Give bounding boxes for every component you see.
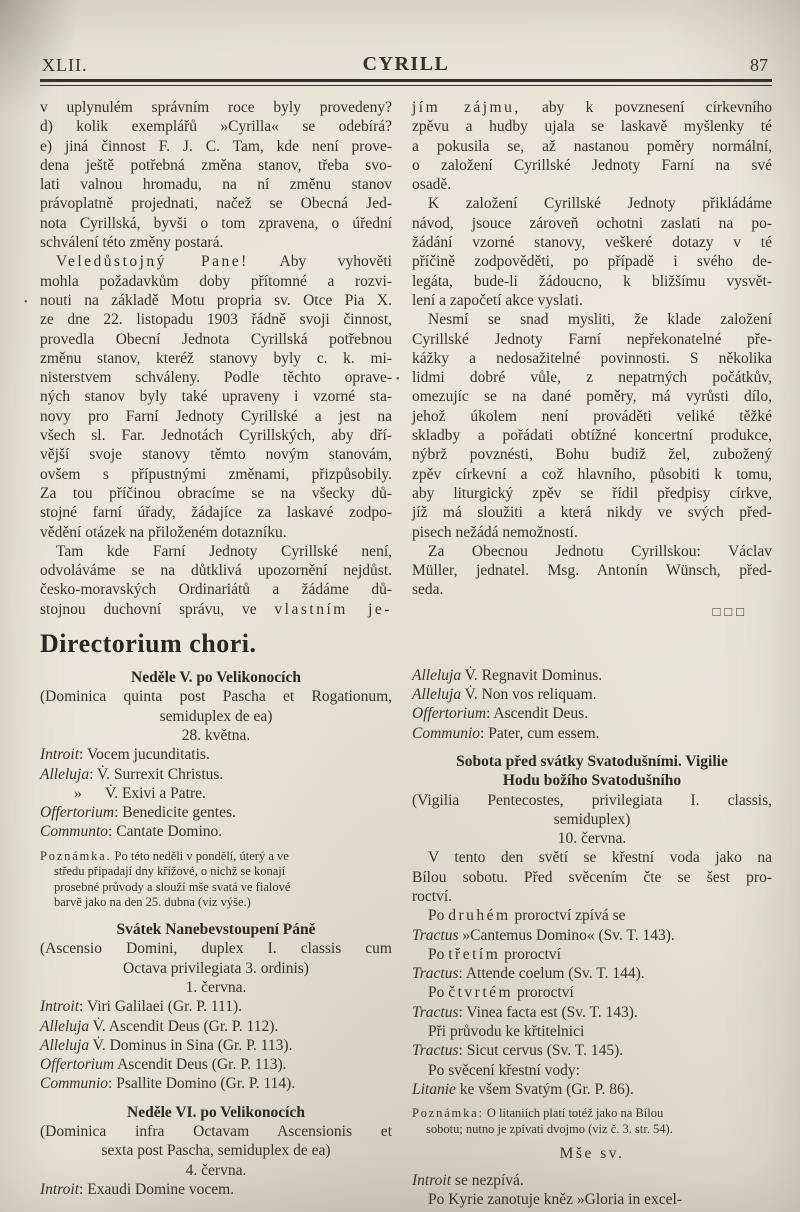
text-line: Introit: Vocem jucunditatis. [40, 746, 210, 764]
text-line: ných stanov byly také upraveny i vzorné sta- [40, 388, 392, 406]
text-line: V tento den světí se křestní voda jako na [428, 849, 772, 867]
text-line: • nouti na základě Motu propria sv. Otce Pia X. [40, 291, 392, 310]
article-right-text [412, 98, 772, 600]
text-line: Tractus: Attende coelum (Sv. T. 144). [412, 965, 645, 983]
page-content [40, 50, 772, 1209]
text-line: Alleluja V̇. Ascendit Deus (Gr. P. 112). [40, 1017, 279, 1035]
text-line: Cyrillské Jednoty Farní nepřekonatelné pře- [412, 330, 772, 348]
text-line: d) kolik exemplářů »Cyrilla« se odebírá? [40, 118, 392, 136]
text-line: změnu stanov, kteréž stanovy byly c. k. mi- [40, 349, 392, 367]
text-line: 28. května. [181, 726, 251, 744]
header-rule [40, 79, 772, 86]
text-line: lati valnou hromadu, na ní změnu stanov [40, 176, 392, 194]
text-line: Alleluja: V̇. Surrexit Christus. [40, 765, 224, 783]
text-line: Tractus: Vinea facta est (Sv. T. 143). [412, 1003, 638, 1021]
text-line: Po třetím proroctví [428, 945, 561, 963]
article-end-mark: □□□ [712, 603, 748, 619]
text-line: Svátek Nanebevstoupení Páně [116, 921, 316, 939]
text-line: semiduplex) [553, 810, 631, 828]
text-line: (Ascensio Domini, duplex I. classis cum [40, 940, 392, 958]
text-line: vější svoje stanovy těmto novým stanovám, [40, 446, 392, 464]
article-left-text [40, 98, 392, 619]
text-line: ovšem s přípustnými změnami, přizpůsobily. [40, 465, 392, 483]
text-line: Za tou příčinou obracíme se na všecky dů- [40, 484, 392, 502]
directorium-right-text [412, 666, 772, 1210]
text-line: zpěvu a hudby ujala se laskavě myšlenky té [412, 118, 772, 136]
volume-number: XLII. [42, 55, 88, 75]
text-line: Při průvodu ke křtitelnici [428, 1023, 585, 1041]
text-line: právoplatně projednati, načež se Obecná Jed- [40, 195, 392, 213]
text-line: Introit se nezpívá. [412, 1171, 524, 1189]
text-line: příčině zodpověděti, po případě i svého de- [412, 253, 772, 271]
text-line: (Vigilia Pentecostes, privilegiata I. classis, [412, 791, 772, 809]
text-line: novy pro Farní Jednoty Cyrillské a jest na [40, 407, 392, 425]
text-line: vědění otázek na přiloženém dotazníku. [40, 523, 287, 541]
text-line: stojnou duchovní správu, ve vlastním je- [40, 600, 392, 618]
text-line: seda. [412, 581, 444, 599]
text-line: prosebné průvody a slouží mše svatá ve fialové [54, 879, 291, 894]
text-line: Introit: Viri Galilaei (Gr. P. 111). [40, 998, 242, 1016]
text-line: odvoláváme se na důtklivá upozornění nejdůst. [40, 562, 392, 580]
text-line: Poznámka. Po této neděli v pondělí, úterý a ve [40, 848, 289, 863]
text-line: Communio: Psallite Domino (Gr. P. 114). [40, 1075, 296, 1093]
right-column [412, 98, 772, 1209]
text-line: semiduplex de ea) [159, 707, 273, 725]
text-line: mohla požadavkům doby přítomné a rozvi- [40, 272, 392, 290]
text-line: sobotu; nutno je zpívati dvojmo (viz č. 3. str. 54). [426, 1121, 673, 1136]
text-line: Alleluja V̇. Dominus in Sina (Gr. P. 113). [40, 1036, 293, 1054]
text-line: Sobota před svátky Svatodušními. Vigilie [456, 752, 728, 770]
text-line: nota Cyrillská, byvši o tom zpravena, o úřední [40, 214, 392, 232]
text-line: osadě. [412, 176, 452, 194]
text-line: Po čtvrtém proroctví [428, 984, 574, 1002]
text-line: K založení Cyrillské Jednoty přikládáme [428, 195, 772, 213]
text-line: všech sl. Far. Jednotách Cyrillských, aby dří- [40, 427, 392, 445]
text-line: • lidmi dobré vůle, z nepatrných počátkův, [412, 368, 772, 387]
text-line: Veledůstojný Pane! Aby vyhověti [56, 253, 392, 271]
text-line: Offertorium: Benedicite gentes. [40, 804, 236, 822]
text-line: Müller, jednatel. Msg. Antonín Wünsch, před- [412, 562, 772, 580]
text-line: Alleluja V̇. Non vos reliquam. [412, 686, 597, 704]
journal-title: CYRILL [362, 53, 450, 75]
text-line: nýbrž povznésti, Bohu budiž žel, zubožený [412, 446, 772, 464]
text-line: legáta, bude-li žádoucno, k bližšímu vysvět- [412, 272, 772, 290]
text-line: (Dominica infra Octavam Ascensionis et [40, 1123, 392, 1141]
text-line: Po Kyrie zanotuje kněz »Gloria in excel- [428, 1191, 682, 1209]
text-line: Po druhém proroctví zpívá se [428, 907, 626, 925]
text-line: roctví. [412, 887, 453, 905]
text-line: Po svěcení křestní vody: [428, 1061, 580, 1079]
text-line: pisech nežádá nemožností. [412, 523, 578, 541]
text-line: a pokusila se, až nastanou poměry normální, [412, 137, 772, 155]
directorium-section-title: Directorium chori. [40, 629, 257, 659]
text-line: jím zájmu, aby k povznesení církevního [412, 99, 773, 116]
text-line: Tractus: Sicut cervus (Sv. T. 145). [412, 1042, 624, 1060]
text-line: Litanie ke všem Svatým (Gr. P. 86). [412, 1080, 634, 1098]
text-line: 1. června. [185, 978, 247, 996]
text-line: (Dominica quinta post Pascha et Rogationum, [40, 688, 392, 706]
text-line: dena ještě potřebná změna stanov, třeba svo- [40, 156, 392, 174]
text-line: Introit: Exaudi Domine vocem. [40, 1180, 235, 1198]
text-line: Hodu božího Svatodušního [502, 772, 682, 790]
text-line: provedla Obecní Jednota Cyrillská potřebnou [40, 330, 392, 348]
left-column [40, 98, 392, 1209]
text-line: Offertorium Ascendit Deus (Gr. P. 113). [40, 1056, 287, 1074]
text-line: lení a započetí akce vyslati. [412, 291, 583, 309]
text-line: jehož úkolem není prováděti veliké těžké [412, 407, 772, 425]
text-line: barvě jako na den 25. dubna (viz výše.) [54, 895, 251, 910]
text-line: Bílou sobotu. Před svěcením čte se šest pro- [412, 868, 772, 886]
text-line: zpěv církevní a což hlavního, působiti k tomu, [412, 465, 772, 483]
text-line: Communto: Cantate Domino. [40, 823, 223, 841]
text-line: Poznámka: O litaniích platí totéž jako na Bílou [412, 1106, 664, 1121]
text-line: ze dne 22. listopadu 1903 řádně svoji činnost, [40, 311, 392, 329]
text-line: skladby a pořádati obtížné koncertní produkce, [412, 427, 772, 445]
two-column-layout [40, 98, 772, 1209]
text-line: Neděle VI. po Velikonocích [127, 1103, 305, 1121]
text-line: žádání vzorné stanovy, veškeré dotazy v té [412, 234, 772, 252]
text-line: stojné farní úřady, žádajíce za laskavé zodpo- [40, 504, 392, 522]
page-header [40, 50, 772, 76]
text-line: nisterstvem schváleny. Podle těchto oprave- [40, 369, 392, 387]
text-line: kážky a nedosažitelné povinnosti. S několika [412, 349, 772, 367]
text-line: 4. června. [185, 1161, 247, 1179]
text-line: o založení Cyrillské Jednoty Farní na své [412, 156, 772, 174]
text-line: Za Obecnou Jednotu Cyrillskou: Václav [428, 542, 772, 560]
text-line: středu připadají dny křížové, o nichž se konají [54, 864, 286, 879]
text-line: Nesmí se snad mysliti, že klade založení [428, 311, 772, 329]
directorium-left-text [40, 668, 392, 1199]
text-line: česko-moravských Ordinariátů a žádáme dů- [40, 581, 392, 599]
text-line: Offertorium: Ascendit Deus. [412, 705, 589, 723]
text-line: sexta post Pascha, semiduplex de ea) [101, 1142, 331, 1160]
text-line: Octava privilegiata 3. ordinis) [123, 959, 309, 977]
text-line: aby liturgický zpěv se řídil předpisy církve, [412, 484, 772, 502]
text-line: návod, jsouce zároveň ochotni zaslati na po- [412, 214, 772, 232]
text-line: Communio: Pater, cum essem. [412, 724, 600, 742]
text-line: Tractus »Cantemus Domino« (Sv. T. 143). [412, 926, 675, 944]
text-line: Alleluja V̇. Regnavit Dominus. [412, 666, 603, 684]
text-line: e) jiná činnost F. J. C. Tam, kde není prove- [40, 137, 392, 155]
text-line: jíž má sloužiti a která nikdy ve svých před- [412, 504, 772, 522]
text-line: v uplynulém správním roce byly provedeny? [40, 99, 392, 116]
text-line: Neděle V. po Velikonocích [131, 669, 301, 687]
text-line: » V̇. Exivi a Patre. [74, 784, 206, 802]
text-line: schválení této změny postará. [40, 234, 224, 252]
page-number: 87 [750, 55, 768, 75]
text-line: omezujíc se na dané poměry, má vyrůsti dílo, [412, 388, 772, 406]
text-line: 10. června. [557, 830, 627, 848]
text-line: Mše sv. [559, 1145, 625, 1163]
text-line: Tam kde Farní Jednoty Cyrillské není, [56, 542, 392, 560]
